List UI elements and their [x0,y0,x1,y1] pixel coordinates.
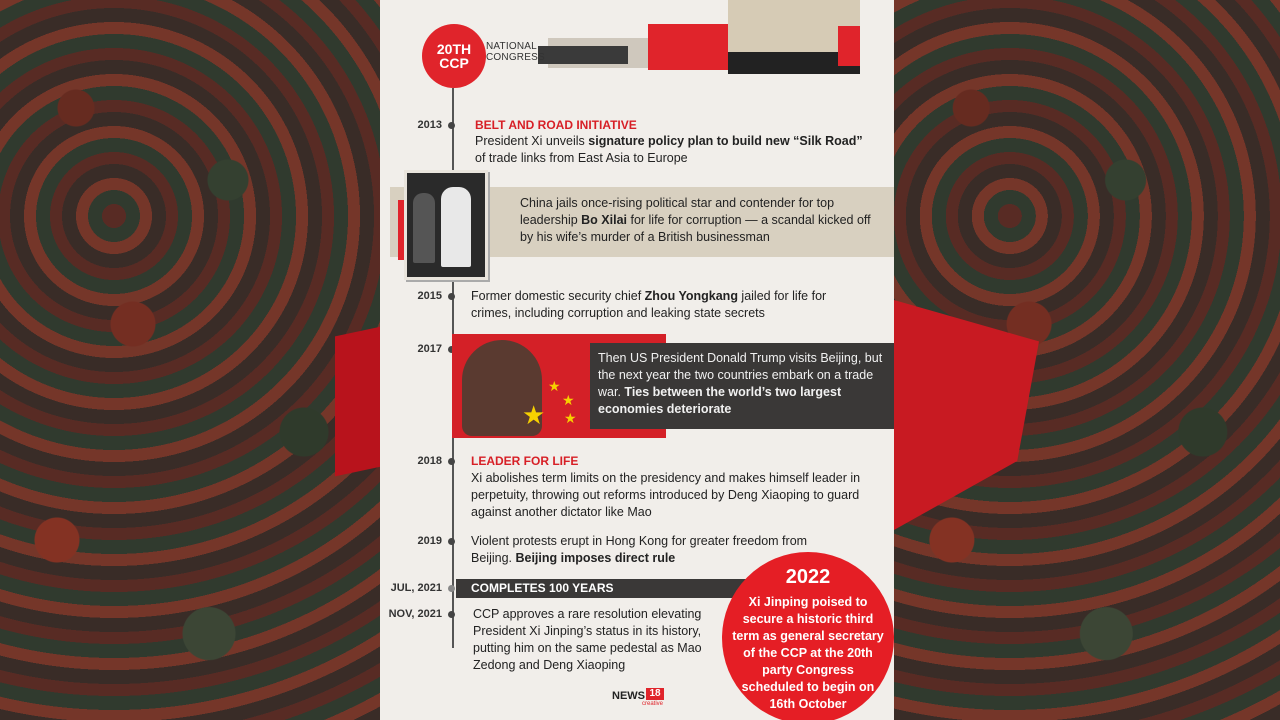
event-2013-text: President Xi unveils signature policy plan to build new “Silk Road” of trade links from East Asia to Europe [475,134,863,165]
year-2013: 2013 [417,119,442,131]
event-2017-text: Then US President Donald Trump visits Beijing, but the next year the two countries embark on a trade war. Ties between the world’s two largest economies deteriorate [598,351,883,416]
year-jul-2021: JUL, 2021 [390,582,442,594]
timeline-dot [448,611,455,618]
bo-xilai-text: China jails once-rising political star and contender for top leadership Bo Xilai for life for corruption — a scandal kicked off by his wife’s murder of a British businessman [520,196,871,244]
timeline-dot [448,293,455,300]
year-nov-2021: NOV, 2021 [388,608,442,620]
heading-leader-for-life: LEADER FOR LIFE [471,454,579,468]
logo-line1: 20TH [436,41,472,57]
background-photo-left [0,0,380,720]
header-collage [548,0,860,74]
national-congress-label: NATIONAL CONGRESS [486,41,545,63]
event-2019-text: Violent protests erupt in Hong Kong for greater freedom from Beijing. Beijing imposes direct rule [471,534,808,565]
trump-collage-image: ★ ★ ★ ★ [452,334,666,438]
timeline-dot [448,538,455,545]
timeline-dot [448,585,455,592]
highlight-2022-circle [722,552,894,720]
event-nov-2021-text: CCP approves a rare resolution elevating President Xi Jinping’s status in its history, putting him on the same pedestal as Mao Zedong and Deng Xiaoping [473,607,702,672]
news18-logo: NEWS 18 creative [612,688,664,707]
year-2019: 2019 [417,535,442,547]
logo-line2: CCP [439,55,469,71]
year-2017: 2017 [417,343,442,355]
timeline-dot [448,122,455,129]
timeline-dot [448,458,455,465]
timeline-panel [380,0,894,720]
year-2015: 2015 [417,290,442,302]
ccp-logo [422,24,486,88]
event-2015-text: Former domestic security chief Zhou Yongkang jailed for life for crimes, including corruption and leaking state secrets [471,289,827,320]
heading-belt-road: BELT AND ROAD INITIATIVE [475,118,637,132]
completes-100-years-text: COMPLETES 100 YEARS [471,581,614,595]
bo-xilai-photo [404,170,488,280]
circle-text: Xi Jinping poised to secure a historic third term as general secretary of the CCP at the 20th party Congress scheduled to begin on 16th October [732,595,884,711]
circle-year: 2022 [785,566,831,588]
year-2018: 2018 [417,455,442,467]
event-2018-text: Xi abolishes term limits on the presidency and makes himself leader in perpetuity, throwing out reforms introduced by Deng Xiaoping to guard against another dictator like Mao [471,471,861,519]
trump-visit-box [590,343,894,429]
